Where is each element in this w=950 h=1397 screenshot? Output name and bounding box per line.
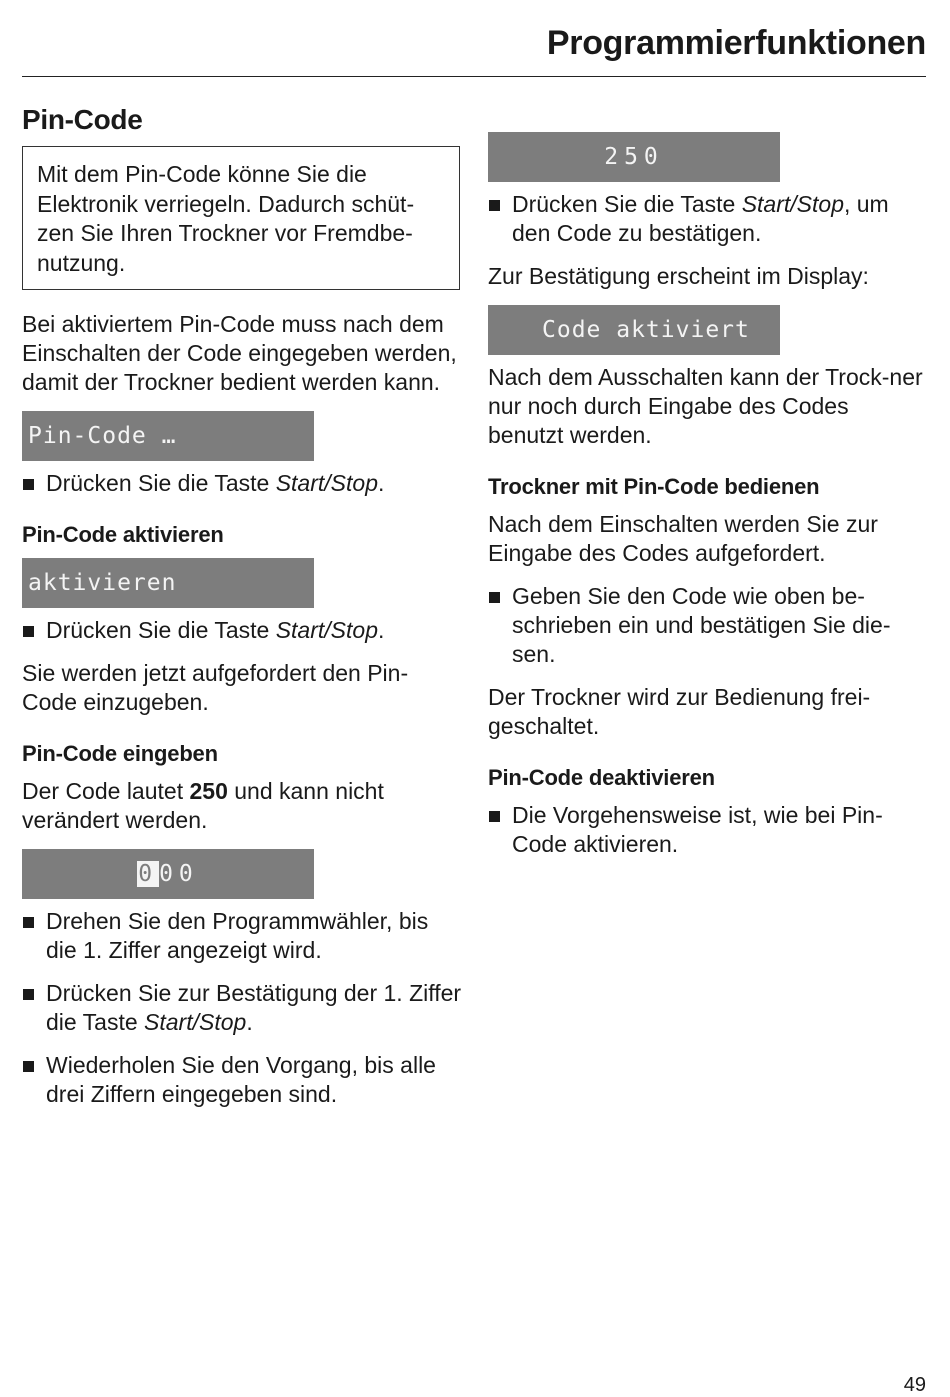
display-code-activated: Code aktiviert bbox=[488, 305, 780, 355]
bullet-list-enter bbox=[22, 907, 462, 1109]
square-bullet-icon bbox=[23, 917, 34, 928]
square-bullet-icon bbox=[23, 989, 34, 1000]
square-bullet-icon bbox=[23, 626, 34, 637]
square-bullet-icon bbox=[489, 200, 500, 211]
bullet-list-pincode bbox=[22, 469, 462, 498]
heading-enter: Pin-Code eingeben bbox=[22, 741, 218, 766]
header-divider bbox=[22, 76, 926, 77]
bullet-list-confirm bbox=[488, 190, 928, 248]
list-item: Wiederholen Sie den Vorgang, bis alle drei Ziffern eingegeben sind. bbox=[22, 1051, 462, 1109]
left-column bbox=[22, 100, 462, 1123]
code-value: 250 bbox=[189, 778, 228, 804]
bullet-list-activate bbox=[22, 616, 462, 645]
list-item: Die Vorgehensweise ist, wie bei Pin-Code aktivieren. bbox=[488, 801, 928, 859]
square-bullet-icon bbox=[489, 592, 500, 603]
activate-note: Sie werden jetzt aufgefordert den Pin-Code einzugeben. bbox=[22, 660, 409, 715]
operate-text: Nach dem Einschalten werden Sie zur Eingabe des Codes aufgefordert. bbox=[488, 511, 878, 566]
heading-activate: Pin-Code aktivieren bbox=[22, 522, 224, 547]
list-item: Drücken Sie die Taste Start/Stop, um den Code zu bestätigen. bbox=[488, 190, 928, 248]
display-code-entry bbox=[22, 849, 314, 899]
confirm-text: Zur Bestätigung erscheint im Display: bbox=[488, 263, 869, 289]
display-activate: aktivieren bbox=[22, 558, 314, 608]
list-item: Drücken Sie zur Bestätigung der 1. Ziffer die Taste Start/Stop. bbox=[22, 979, 462, 1037]
key-label: Start/Stop bbox=[275, 617, 378, 643]
list-item: Drehen Sie den Programmwähler, bis die 1. Ziffer angezeigt wird. bbox=[22, 907, 462, 965]
section-title: Pin-Code bbox=[22, 104, 143, 135]
list-item: Drücken Sie die Taste Start/Stop. bbox=[22, 469, 462, 498]
key-label: Start/Stop bbox=[144, 1009, 247, 1035]
square-bullet-icon bbox=[23, 1061, 34, 1072]
page-header-title: Programmierfunktionen bbox=[546, 24, 926, 62]
square-bullet-icon bbox=[489, 811, 500, 822]
square-bullet-icon bbox=[23, 479, 34, 490]
enter-text: Der Code lautet 250 und kann nicht verändert werden. bbox=[22, 778, 384, 833]
page-number: 49 bbox=[903, 1374, 926, 1396]
key-label: Start/Stop bbox=[741, 191, 844, 217]
intro-paragraph: Bei aktiviertem Pin-Code muss nach dem Einschalten der Code eingegeben werden, damit der Trockner bedient werden kann. bbox=[22, 311, 457, 395]
right-column bbox=[488, 132, 928, 873]
operate-result: Der Trockner wird zur Bedienung frei-geschaltet. bbox=[488, 684, 871, 739]
display-code-250: 250 bbox=[488, 132, 780, 182]
after-text: Nach dem Ausschalten kann der Trock-ner nur noch durch Eingabe des Codes benutzt werden. bbox=[488, 364, 923, 448]
list-item: Drücken Sie die Taste Start/Stop. bbox=[22, 616, 462, 645]
list-item: Geben Sie den Code wie oben be-schrieben ein und bestätigen Sie die-sen. bbox=[488, 582, 928, 669]
bullet-list-operate bbox=[488, 582, 928, 669]
info-box: Mit dem Pin-Code könne Sie die Elektronik verriegeln. Dadurch schüt-zen Sie Ihren Trockner vor Fremdbe-nutzung. bbox=[22, 146, 460, 290]
cursor-digit: 0 bbox=[138, 861, 159, 887]
bullet-list-deactivate bbox=[488, 801, 928, 859]
remaining-digits: 00 bbox=[159, 861, 199, 887]
display-pincode: Pin-Code … bbox=[22, 411, 314, 461]
heading-operate: Trockner mit Pin-Code bedienen bbox=[488, 474, 820, 499]
heading-deactivate: Pin-Code deaktivieren bbox=[488, 765, 715, 790]
key-label: Start/Stop bbox=[275, 470, 378, 496]
